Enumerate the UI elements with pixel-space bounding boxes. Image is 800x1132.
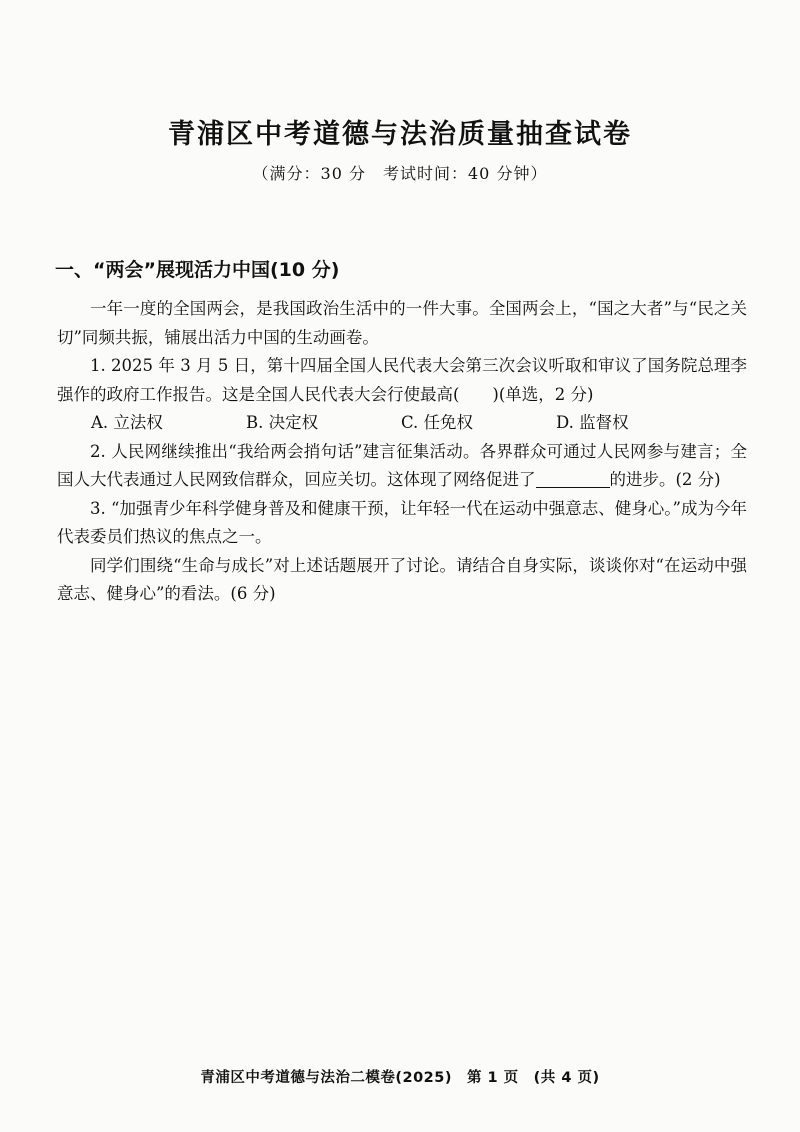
section-intro: 一年一度的全国两会，是我国政治生活中的一件大事。全国两会上，“国之大者”与“民之关切”同频共振，铺展出活力中国的生动画卷。 bbox=[57, 299, 747, 347]
option-b: B. 决定权 bbox=[246, 413, 319, 432]
section-heading: 一、“两会”展现活力中国(10 分) bbox=[55, 259, 340, 281]
question-2 bbox=[57, 438, 747, 495]
option-d: D. 监督权 bbox=[556, 413, 629, 432]
question-3-prompt: 同学们围绕“生命与成长”对上述话题展开了讨论。请结合自身实际，谈谈你对“在运动中强意志、健身心”的看法。(6 分) bbox=[57, 555, 747, 603]
page-title: 青浦区中考道德与法治质量抽查试卷 bbox=[168, 119, 632, 150]
section-content bbox=[57, 295, 747, 609]
exam-info: （满分：30 分 考试时间：40 分钟） bbox=[252, 164, 548, 183]
question-2-text: 2. 人民网继续推出“我给两会捎句话”建言征集活动。各界群众可通过人民网参与建言；全国人大代表通过人民网致信群众，回应关切。这体现了网络促进了 bbox=[57, 441, 747, 489]
option-a: A. 立法权 bbox=[91, 413, 163, 432]
answer-blank bbox=[536, 469, 610, 488]
option-c: C. 任免权 bbox=[401, 413, 474, 432]
question-3-text: 3. “加强青少年科学健身普及和健康干预，让年轻一代在运动中强意志、健身心。”成为今年代表委员们热议的焦点之一。 bbox=[57, 498, 747, 546]
page-footer: 青浦区中考道德与法治二模卷(2025) 第 1 页 (共 4 页) bbox=[200, 1070, 600, 1086]
question-1-options bbox=[57, 409, 747, 438]
question-1-text: 1. 2025 年 3 月 5 日，第十四届全国人民代表大会第三次会议听取和审议了国务院总理李强作的政府工作报告。这是全国人民代表大会行使最高( )(单选，2 分) bbox=[57, 356, 747, 404]
question-2-suffix: 的进步。(2 分) bbox=[609, 470, 721, 489]
